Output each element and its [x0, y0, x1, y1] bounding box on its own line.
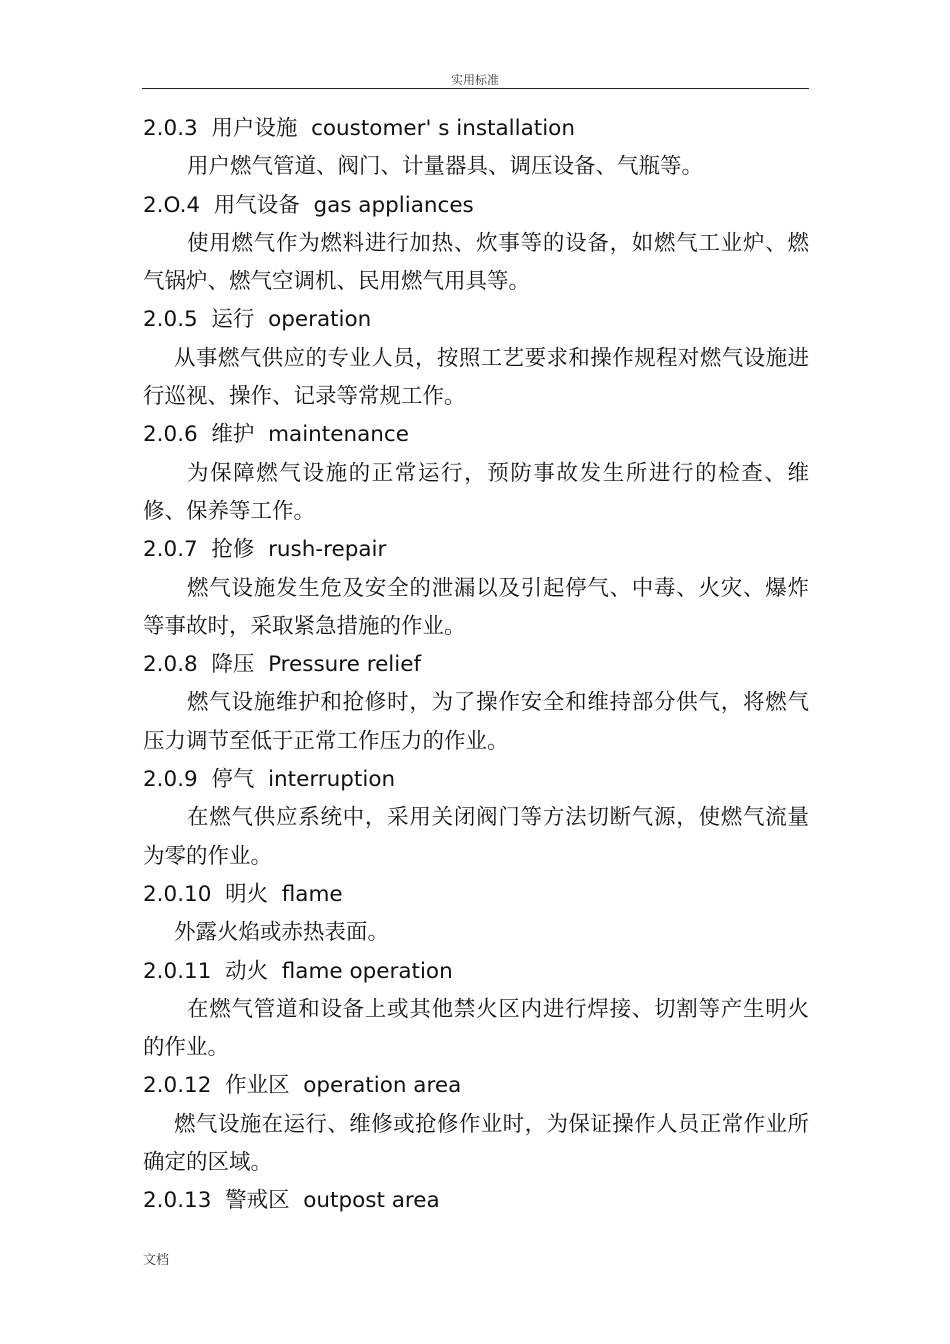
- term-cn: 动火: [225, 958, 269, 984]
- term-en: operation area: [303, 1073, 462, 1099]
- term-number: 2.0.6: [143, 422, 198, 448]
- term-en: outpost area: [303, 1188, 440, 1214]
- term-cn: 警戒区: [225, 1188, 290, 1214]
- term-definition: 为保障燃气设施的正常运行，预防事故发生所进行的检查、维修、保养等工作。: [143, 460, 809, 524]
- term-number: 2.0.3: [143, 116, 198, 141]
- term-en: coustomer' s installation: [311, 116, 575, 141]
- term-cn: 维护: [211, 422, 255, 448]
- term-number: 2.0.12: [143, 1073, 212, 1099]
- term-cn: 明火: [225, 881, 269, 907]
- term-cn: 运行: [211, 307, 255, 333]
- term-en: maintenance: [268, 422, 409, 448]
- term-heading: [143, 876, 809, 914]
- header-divider: [142, 88, 809, 89]
- term-cn: 作业区: [225, 1073, 290, 1099]
- term-definition: 燃气设施发生危及安全的泄漏以及引起停气、中毒、火灾、爆炸等事故时，采取紧急措施的作业。: [143, 575, 809, 639]
- term-cn: 降压: [211, 652, 255, 678]
- term-definition: 使用燃气作为燃料进行加热、炊事等的设备，如燃气工业炉、燃气锅炉、燃气空调机、民用燃气用具等。: [143, 230, 809, 295]
- term-heading: [143, 110, 809, 148]
- term-heading: [143, 531, 809, 569]
- term-heading: [143, 761, 809, 799]
- term-en: operation: [268, 307, 372, 333]
- term-definition: 在燃气管道和设备上或其他禁火区内进行焊接、切割等产生明火的作业。: [143, 996, 809, 1061]
- term-cn: 用户设施: [211, 116, 298, 141]
- term-en: rush-repair: [268, 537, 387, 563]
- term-number: 2.0.10: [143, 881, 212, 907]
- term-definition: 燃气设施在运行、维修或抢修作业时，为保证操作人员正常作业所确定的区域。: [143, 1111, 809, 1176]
- term-definition: 用户燃气管道、阀门、计量器具、调压设备、气瓶等。: [187, 154, 704, 180]
- term-cn: 抢修: [211, 537, 255, 563]
- term-number: 2.0.13: [143, 1188, 212, 1214]
- term-en: Pressure relief: [268, 652, 422, 678]
- term-en: interruption: [268, 767, 396, 793]
- term-definition: 外露火焰或赤热表面。: [174, 920, 390, 946]
- term-definition: 在燃气供应系统中，采用关闭阀门等方法切断气源，使燃气流量为零的作业。: [143, 805, 809, 869]
- term-heading: [143, 1067, 809, 1105]
- term-heading: [143, 187, 809, 225]
- term-number: 2.0.5: [143, 307, 198, 333]
- term-en: gas appliances: [313, 192, 474, 218]
- term-number: 2.0.7: [143, 537, 198, 563]
- term-definition: 燃气设施维护和抢修时，为了操作安全和维持部分供气，将燃气压力调节至低于正常工作压力的作业。: [143, 690, 809, 754]
- term-number: 2.0.11: [143, 958, 212, 984]
- page-footer: 文档: [143, 1253, 170, 1268]
- term-en: flame: [281, 881, 343, 907]
- term-heading: [143, 1182, 809, 1220]
- term-heading: [143, 646, 809, 684]
- term-cn: 用气设备: [213, 192, 300, 218]
- document-body: [143, 110, 809, 1221]
- term-cn: 停气: [211, 767, 255, 793]
- term-number: 2.0.9: [143, 767, 198, 793]
- term-number: 2.0.8: [143, 652, 198, 678]
- term-definition: 从事燃气供应的专业人员，按照工艺要求和操作规程对燃气设施进行巡视、操作、记录等常规工作。: [143, 345, 809, 410]
- term-heading: [143, 301, 809, 339]
- term-en: flame operation: [281, 958, 453, 984]
- term-number: 2.O.4: [143, 192, 201, 218]
- page-header: 实用标准: [450, 73, 499, 87]
- term-heading: [143, 416, 809, 454]
- term-heading: [143, 953, 809, 991]
